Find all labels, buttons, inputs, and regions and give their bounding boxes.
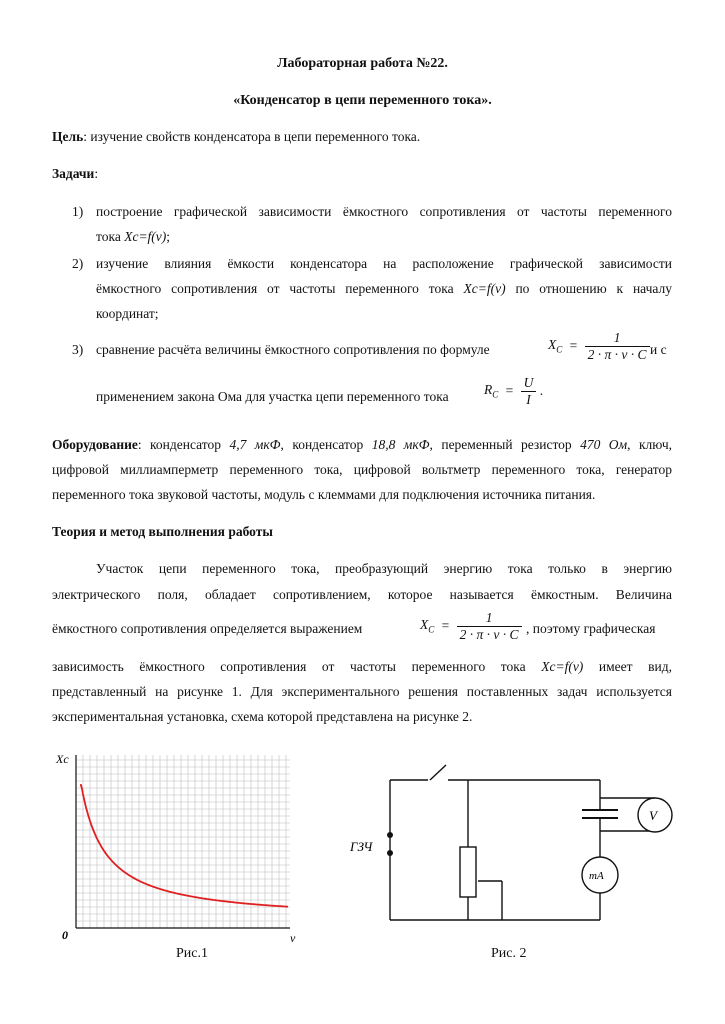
task-1-formula: Xc=f(ν) — [124, 229, 167, 244]
tasks-label: Задачи — [52, 166, 95, 181]
theory-p5: представленный на рисунке 1. Для экспериментального решения поставленных задач используется — [52, 684, 672, 699]
terminal-bottom — [387, 850, 393, 856]
ammeter-label: mA — [589, 870, 604, 882]
rc-denominator: I — [526, 391, 531, 407]
equipment-v1: 4,7 мкФ — [229, 437, 281, 452]
task-2-line3: координат; — [96, 306, 159, 321]
page-subtitle: «Конденсатор в цепи переменного тока». — [233, 93, 492, 108]
xc2-fraction — [457, 610, 522, 642]
rc-lhs: R — [484, 382, 493, 398]
theory-p4-prefix: зависимость ёмкостного сопротивления от частоты переменного тока — [52, 659, 542, 674]
xc2-eq: = — [441, 618, 450, 634]
task-3-number: 3) — [72, 342, 84, 357]
xc-denominator: 2 · π · ν · C — [587, 346, 647, 362]
figure-2-circuit — [350, 755, 690, 930]
rc-fraction — [521, 375, 537, 407]
origin-label: 0 — [62, 928, 68, 942]
task-1-number: 1) — [72, 204, 84, 219]
generator-label: ГЗЧ — [350, 839, 373, 854]
task-1-line2 — [96, 229, 170, 245]
tasks-heading — [52, 166, 98, 182]
task-1-line1: построение графической зависимости ёмкостного сопротивления от частоты переменного — [96, 204, 672, 219]
theory-heading: Теория и метод выполнения работы — [52, 524, 273, 539]
xc-sub: C — [556, 344, 563, 355]
xc-lhs: X — [548, 337, 557, 353]
equipment-line1 — [52, 437, 672, 453]
graph-grid — [76, 755, 290, 928]
task-3-line2-end: . — [539, 383, 544, 399]
variable-resistor — [460, 847, 476, 897]
rc-sub: C — [492, 389, 499, 400]
figure-1-graph — [50, 745, 310, 950]
equipment-line2: цифровой миллиамперметр переменного тока, цифровой вольтметр переменного тока, генератор — [52, 462, 672, 477]
switch-key — [430, 765, 446, 780]
goal-line — [52, 129, 420, 145]
tasks-colon: : — [94, 166, 99, 181]
equipment-v3: 470 Ом — [580, 437, 628, 452]
y-axis-label: Xc — [56, 752, 69, 766]
xc-eq: = — [569, 338, 578, 354]
theory-p1: Участок цепи переменного тока, преобразующий энергию тока только в энергию — [96, 561, 672, 576]
equipment-t2: , конденсатор — [280, 437, 372, 452]
task-3-line1-end: и с — [650, 342, 667, 357]
task-2-formula: Xc=f(ν) — [463, 281, 506, 296]
formula-xc-task — [548, 330, 650, 362]
equipment-t1: : конденсатор — [137, 437, 230, 452]
xc-fraction — [585, 330, 650, 362]
theory-p4-suffix: имеет вид, — [583, 659, 672, 674]
formula-rc — [484, 375, 543, 407]
x-axis-label: ν — [290, 931, 296, 945]
task-1-suffix: ; — [166, 229, 171, 244]
task-2-line2 — [96, 281, 672, 297]
page-title: Лабораторная работа №22. — [277, 56, 448, 71]
task-2-number: 2) — [72, 256, 84, 271]
rc-eq: = — [505, 383, 514, 399]
equipment-line3: переменного тока звуковой частоты, модуль с клеммами для подключения источника питания. — [52, 487, 596, 502]
theory-p4 — [52, 659, 672, 675]
goal-label: Цель — [52, 129, 84, 144]
rc-numerator: U — [521, 375, 537, 392]
task-3-line2: применением закона Ома для участка цепи переменного тока — [96, 389, 449, 404]
task-3-line1: сравнение расчёта величины ёмкостного сопротивления по формуле — [96, 342, 490, 357]
equipment-v2: 18,8 мкФ — [371, 437, 430, 452]
voltmeter-label: V — [649, 808, 657, 823]
equipment-t3: , переменный резистор — [429, 437, 581, 452]
theory-p6: экспериментальная установка, схема которой представлена на рисунке 2. — [52, 709, 473, 724]
figure-2-caption: Рис. 2 — [491, 946, 527, 961]
xc-numerator: 1 — [585, 330, 650, 347]
figure-1-caption: Рис.1 — [176, 946, 208, 961]
theory-p3-suffix: , поэтому графическая — [526, 621, 656, 636]
terminal-top — [387, 832, 393, 838]
xc2-sub: C — [428, 624, 435, 635]
task-2-suffix: по отношению к началу — [505, 281, 673, 296]
theory-p3-prefix: ёмкостного сопротивления определяется выражением — [52, 621, 363, 636]
theory-p2: электрического поля, обладает сопротивлением, которое называется ёмкостным. Величина — [52, 587, 672, 602]
task-1-prefix: тока — [96, 229, 125, 244]
formula-xc-theory — [420, 610, 522, 642]
equipment-t4: , ключ, — [627, 437, 672, 452]
goal-text: : изучение свойств конденсатора в цепи переменного тока. — [83, 129, 421, 144]
xc2-numerator: 1 — [457, 610, 522, 627]
task-2-line1: изучение влияния ёмкости конденсатора на расположение графической зависимости — [96, 256, 672, 271]
task-2-prefix: ёмкостного сопротивления от частоты переменного тока — [96, 281, 464, 296]
xc2-denominator: 2 · π · ν · C — [459, 626, 519, 642]
theory-p4-formula: Xc=f(ν) — [541, 659, 584, 674]
xc2-lhs: X — [420, 617, 429, 633]
equipment-label: Оборудование — [52, 437, 138, 452]
